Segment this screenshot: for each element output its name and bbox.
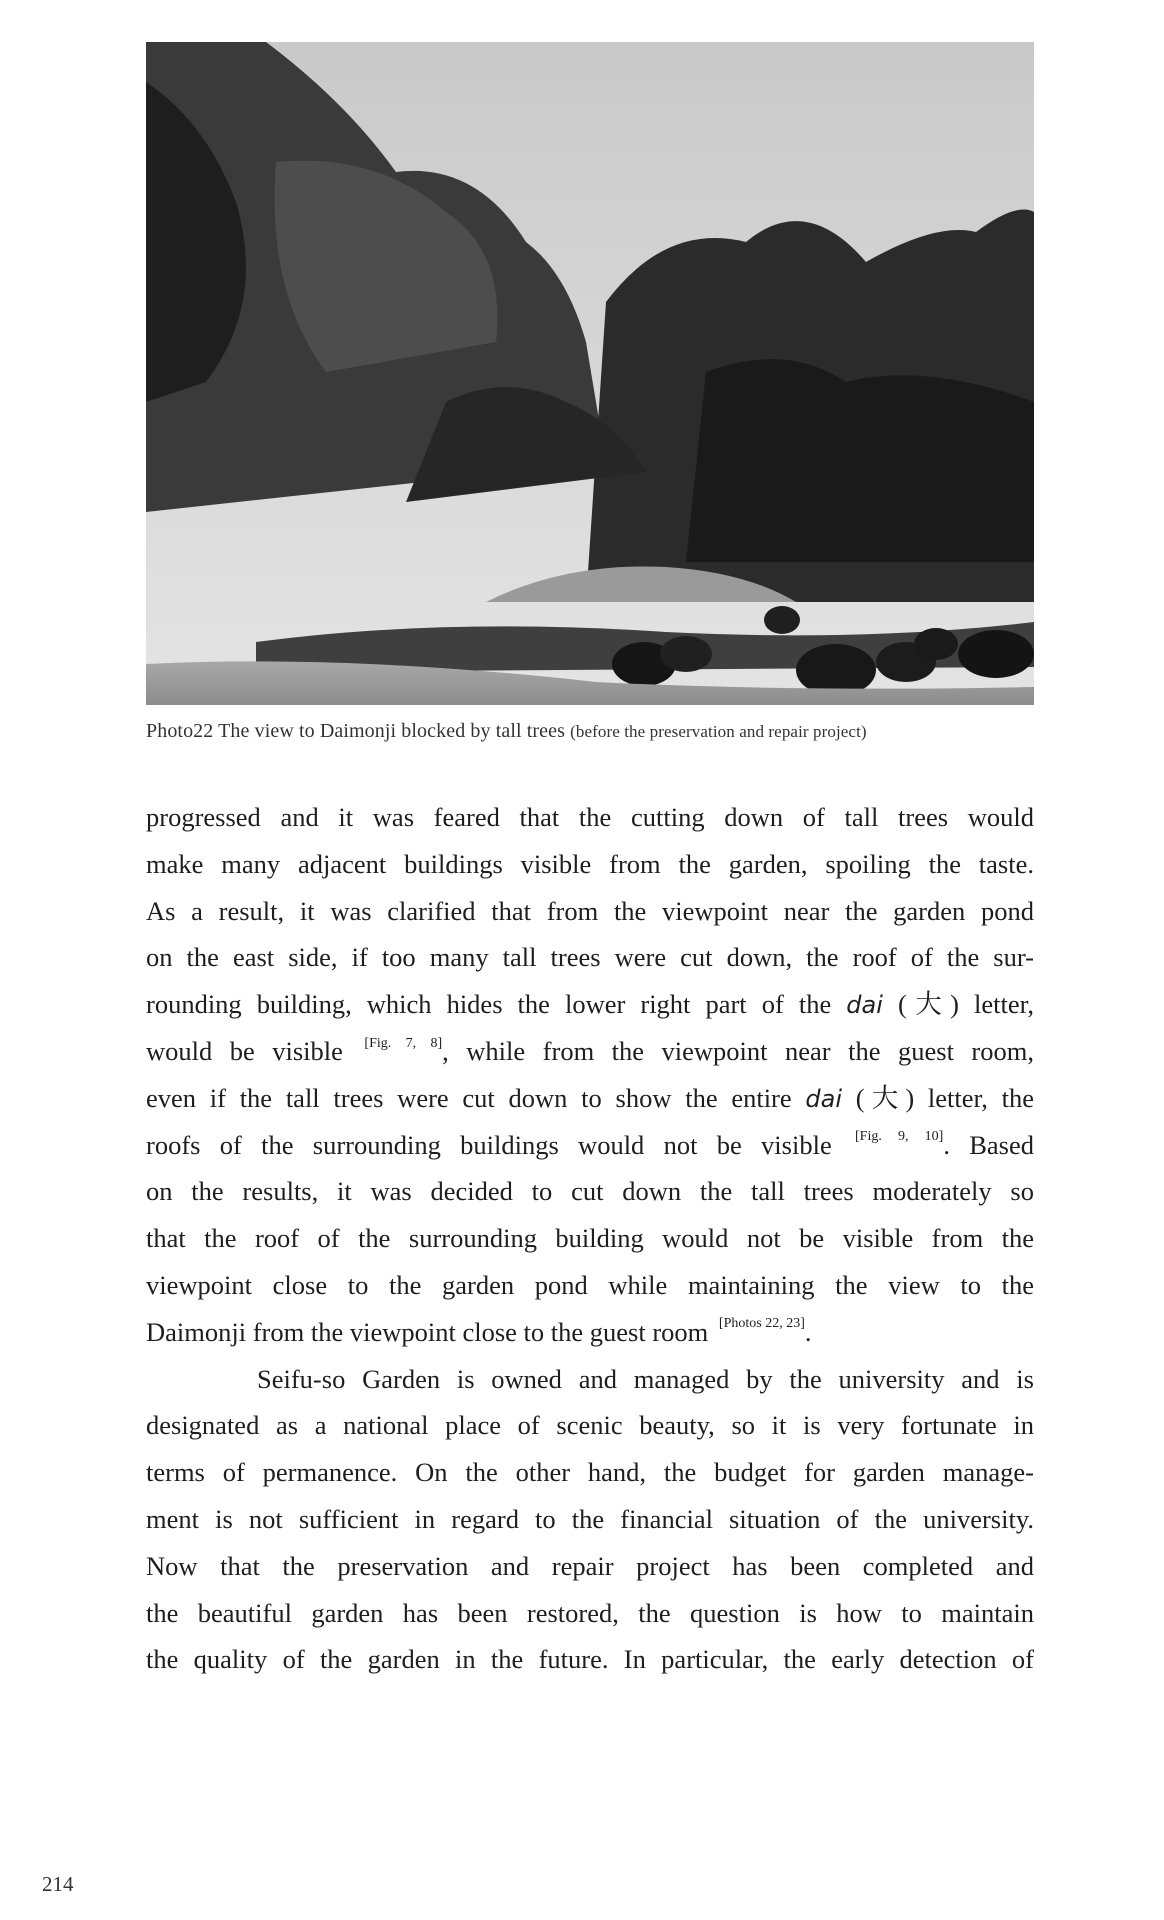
text-segment: (大) letter, (882, 989, 1034, 1020)
page-number: 214 (42, 1872, 74, 1896)
text-line: make many adjacent buildings visible from the garden, spoiling the taste. (146, 848, 1034, 879)
text-segment: would be visible (146, 1035, 361, 1066)
photo-caption (146, 720, 1046, 743)
text-line (146, 981, 1034, 1028)
text-segment: . (804, 1316, 812, 1347)
text-line: viewpoint close to the garden pond while maintaining the view to the (146, 1269, 1034, 1300)
caption-note: (before the preservation and repair project) (570, 722, 867, 741)
figure-reference: [Fig. 7, 8] (364, 1035, 443, 1051)
text-segment: even if the tall trees were cut down to show the entire (146, 1082, 806, 1113)
text-line: Seifu-so Garden is owned and managed by the university and is (257, 1363, 1034, 1394)
text-line (146, 1122, 1034, 1169)
text-line: ment is not sufficient in regard to the financial situation of the university. (146, 1503, 1034, 1534)
caption-main: Photo22 The view to Daimonji blocked by tall trees (146, 720, 571, 742)
text-segment: , while from the viewpoint near the guest room, (442, 1035, 1034, 1066)
italic-term: dai (805, 1084, 843, 1113)
text-line (146, 1309, 1034, 1356)
body-text (146, 794, 1034, 1683)
text-line: progressed and it was feared that the cutting down of tall trees would (146, 802, 1034, 832)
text-line: that the roof of the surrounding building would not be visible from the (146, 1223, 1034, 1254)
text-line: designated as a national place of scenic beauty, so it is very fortunate in (146, 1410, 1034, 1441)
garden-photo (146, 42, 1034, 705)
text-segment: rounding building, which hides the lower right part of the (146, 989, 847, 1020)
text-segment: . Based (943, 1129, 1035, 1160)
figure-reference: [Fig. 9, 10] (855, 1129, 944, 1145)
text-line: As a result, it was clarified that from the viewpoint near the garden pond (146, 895, 1034, 926)
photo-reference: [Photos 22, 23] (718, 1316, 805, 1332)
text-line: Now that the preservation and repair project has been completed and (146, 1550, 1034, 1581)
text-line: on the east side, if too many tall trees were cut down, the roof of the sur- (146, 942, 1034, 973)
text-line: terms of permanence. On the other hand, the budget for garden manage- (146, 1457, 1034, 1488)
text-segment: roofs of the surrounding buildings would not be visible (146, 1129, 851, 1160)
text-line: on the results, it was decided to cut down the tall trees moderately so (146, 1176, 1034, 1207)
text-line (146, 1028, 1034, 1075)
text-line: the quality of the garden in the future. In particular, the early detection of (146, 1644, 1034, 1675)
text-line (146, 1075, 1034, 1122)
italic-term: dai (846, 991, 883, 1020)
text-segment: Daimonji from the viewpoint close to the guest room (146, 1316, 715, 1347)
text-line: the beautiful garden has been restored, the question is how to maintain (146, 1597, 1034, 1628)
text-segment: (大) letter, the (842, 1082, 1035, 1113)
